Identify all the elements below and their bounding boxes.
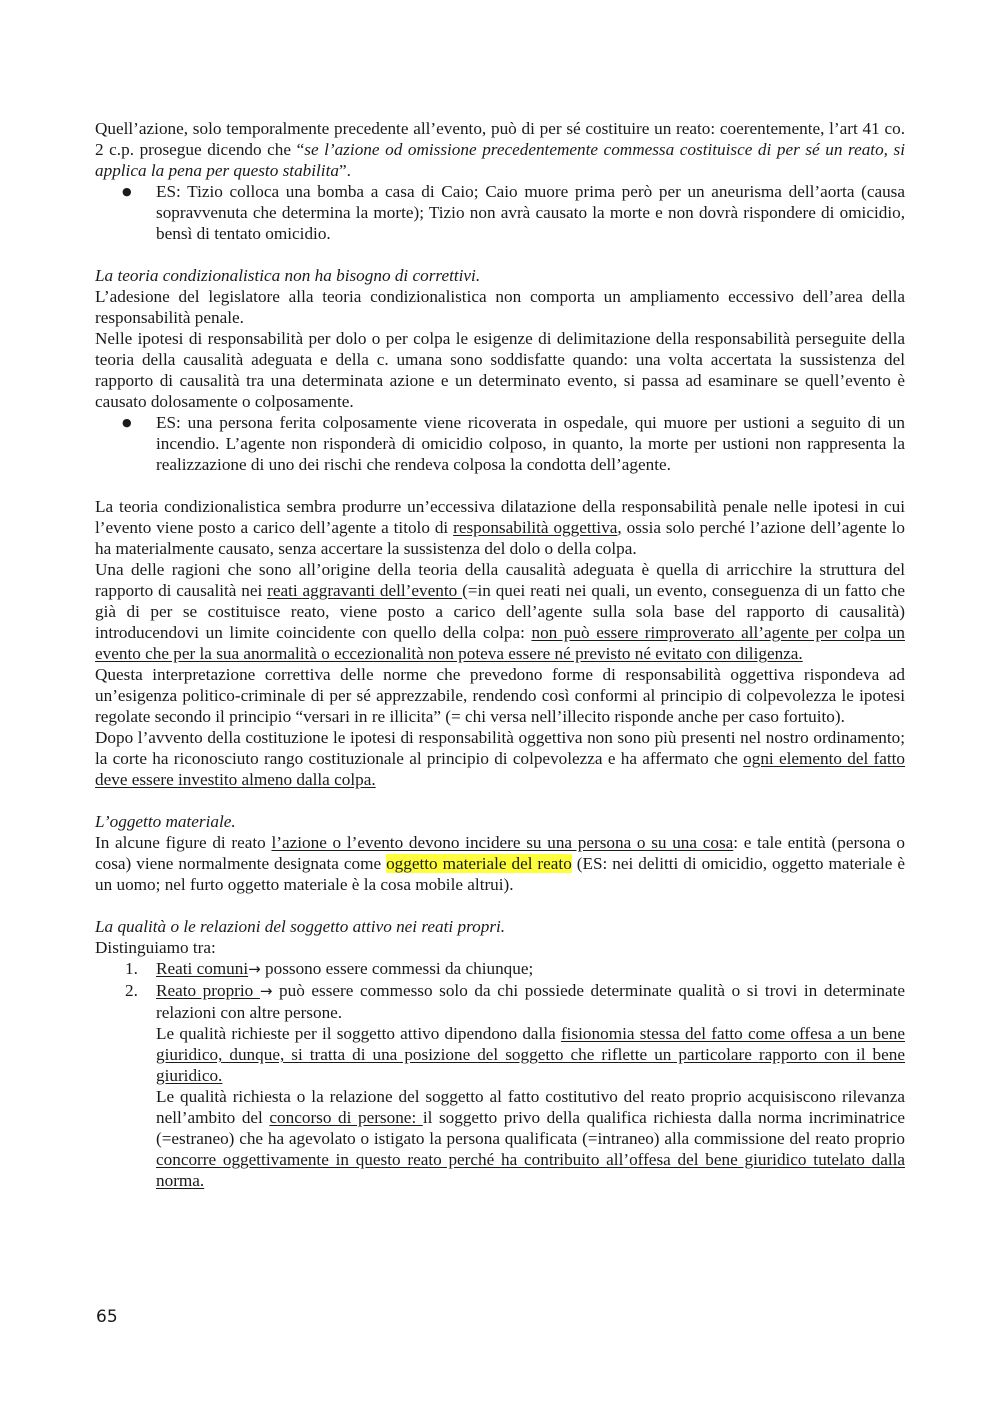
underlined-term: Reati comuni (156, 959, 249, 978)
list-item: ● ES: una persona ferita colposamente viene ricoverata in ospedale, qui muore per ustioni a seguito di un incendio. L’agente non risponderà di omicidio colposo, in quanto, la morte per ustioni non rappresenta la realizzazione di uno dei rischi che rendeva colposa la condotta dell’agente. (95, 412, 905, 475)
underlined-term: non può essere rimproverato all’agente per colpa un evento che per la sua anormalità o eccezionalità non poteva essere né previsto né evitato con diligenza. (95, 623, 905, 663)
section-heading: La teoria condizionalistica non ha bisogno di correttivi. (95, 266, 481, 285)
quote-art41: se l’azione od omissione precedentemente commessa costituisce di per sé un reato, si applica la pena per questo stabilita (95, 140, 906, 180)
paragraph: Nelle ipotesi di responsabilità per dolo o per colpa le esigenze di delimitazione della responsabilità perseguite della teoria della causalità adeguata e della c. umana sono soddisfatte quando: una volta accertata la sussistenza del rapporto di causalità tra una determinata azione e un determinato evento, si passa ad esaminare se quell’evento è causato dolosamente o colposamente. (95, 329, 905, 411)
underlined-term: Reato proprio (156, 981, 260, 1000)
paragraph: Distinguiamo tra: (95, 938, 216, 957)
paragraph: Una delle ragioni che sono all’origine della teoria della causalità adeguata è quella di arricchire la struttura del rapporto di causalità nei reati aggravanti dell’evento (=in quei reati nei quali, un evento, conseguenza di un fatto che già di per se costituisce reato, viene posto a carico dell’agente sulla sola base del rapporto di causalità) introducendovi un limite coincidente con quello della colpa: non può essere rimproverato all’agente per colpa un evento che per la sua anormalità o eccezionalità non poteva essere né previsto né evitato con diligenza. (95, 560, 905, 663)
paragraph: In alcune figure di reato l’azione o l’evento devono incidere su una persona o su una cosa: e tale entità (persona o cosa) viene normalmente designata come oggetto materiale del reato (ES: nei delitti di omicidio, oggetto materiale è un uomo; nel furto oggetto materiale è la cosa mobile altrui). (95, 833, 905, 894)
underlined-term: reati aggravanti dell’evento (267, 581, 463, 600)
sub-paragraph: Le qualità richiesta o la relazione del soggetto al fatto costitutivo del reato proprio acquisiscono rilevanza nell’ambito del concorso di persone: il soggetto privo della qualifica richiesta dalla norma incriminatrice (=estraneo) che ha agevolato o istigato la persona qualificata (=intraneo) alla commissione del reato proprio concorre oggettivamente in questo reato perché ha contribuito all’offesa del bene giuridico tutelato dalla norma. (156, 1087, 906, 1190)
underlined-term: ogni elemento del fatto deve essere investito almeno dalla colpa. (95, 749, 905, 789)
paragraph: Questa interpretazione correttiva delle norme che prevedono forme di responsabilità oggettiva rispondeva ad un’esigenza politico-criminale di per sé apprezzabile, rendendo così conformi al principio di colpevolezza le ipotesi regolate secondo il principio “versari in re illicita” (= chi versa nell’illecito risponde anche per caso fortuito). (95, 665, 905, 726)
underlined-term: l’azione o l’evento devono incidere su una persona o su una cosa (271, 833, 734, 852)
sub-paragraph: Le qualità richieste per il soggetto attivo dipendono dalla fisionomia stessa del fatto come offesa a un bene giuridico, dunque, si tratta di una posizione del soggetto che riflette un particolare rapporto con il bene giuridico. (156, 1024, 905, 1085)
page-number: 65 (96, 1307, 118, 1327)
arrow-right-icon: → (248, 960, 261, 978)
underlined-term: concorso di persone: (269, 1108, 423, 1127)
underlined-term: fisionomia stessa del fatto come offesa a un bene giuridico, dunque, si tratta di una posizione del soggetto che riflette un particolare rapporto con il bene giuridico. (156, 1024, 905, 1085)
paragraph: L’adesione del legislatore alla teoria condizionalistica non comporta un ampliamento eccessivo dell’area della responsabilità penale. (95, 287, 905, 327)
bullet-list (95, 181, 905, 244)
section-heading: La qualità o le relazioni del soggetto attivo nei reati propri. (95, 917, 506, 936)
paragraph: La teoria condizionalistica sembra produrre un’eccessiva dilatazione della responsabilità penale nelle ipotesi in cui l’evento viene posto a carico dell’agente a titolo di responsabilità oggettiva, ossia solo perché l’azione dell’agente lo ha materialmente causato, senza accertare la sussistenza del dolo o della colpa. (95, 497, 905, 558)
numbered-list (95, 958, 905, 1191)
section-heading: L’oggetto materiale. (95, 812, 236, 831)
document-page (95, 118, 905, 1191)
highlighted-term: oggetto materiale del reato (386, 854, 572, 873)
arrow-right-icon: → (259, 982, 273, 1000)
underlined-term: concorre oggettivamente in questo reato perché ha contribuito all’offesa del bene giuridico tutelato dalla norma. (156, 1150, 905, 1190)
underlined-term: responsabilità oggettiva (453, 518, 618, 537)
list-item: 1. Reati comuni→ possono essere commessi da chiunque; (125, 959, 534, 978)
paragraph: Dopo l’avvento della costituzione le ipotesi di responsabilità oggettiva non sono più presenti nel nostro ordinamento; la corte ha riconosciuto rango costituzionale al principio di colpevolezza e ha affermato che ogni elemento del fatto deve essere investito almeno dalla colpa. (95, 728, 905, 789)
list-item: ● ES: Tizio colloca una bomba a casa di Caio; Caio muore prima però per un aneurisma dell’aorta (causa sopravvenuta che determina la morte); Tizio non avrà causato la morte e non dovrà rispondere di omicidio, bensì di tentato omicidio. (95, 181, 905, 244)
paragraph-art41: Quell’azione, solo temporalmente precedente all’evento, può di per sé costituire un reato: coerentemente, l’art 41 co. 2 c.p. prosegue dicendo che “se l’azione od omissione precedentemente commessa costituisce di per sé un reato, si applica la pena per questo stabilita”. (95, 119, 906, 180)
list-item: 2. Reato proprio → può essere commesso solo da chi possiede determinate qualità o si trovi in determinate relazioni con altre persone. Le qualità richieste per il soggetto attivo dipendono dalla fisionomia stessa del fatto come offesa a un bene giuridico, dunque, si tratta di una posizione del soggetto che riflette un particolare rapporto con il bene giuridico. Le qualità richiesta o la relazione del soggetto al fatto costitutivo del reato proprio acquisiscono rilevanza nell’ambito del concorso di persone: il soggetto privo della qualifica richiesta dalla norma incriminatrice (=estraneo) che ha agevolato o istigato la persona qualificata (=intraneo) alla commissione del reato proprio concorre oggettivamente in questo reato perché ha contribuito all’offesa del bene giuridico tutelato dalla norma. (125, 981, 906, 1190)
bullet-list (95, 412, 905, 475)
